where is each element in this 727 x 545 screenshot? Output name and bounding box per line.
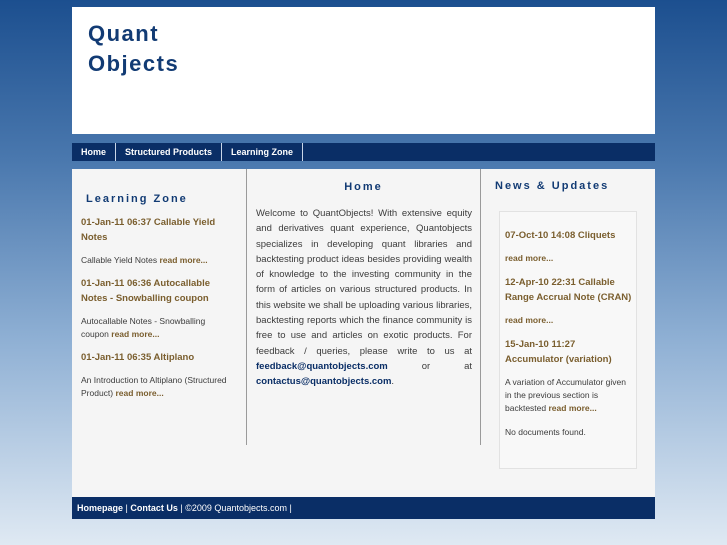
article-summary — [81, 254, 231, 267]
read-more-link[interactable]: read more... — [159, 255, 208, 265]
footer-contact-link[interactable]: Contact Us — [130, 503, 178, 513]
article-summary-text: Autocallable Notes - Snowballing coupon — [81, 316, 206, 339]
feedback-email-link[interactable]: feedback@quantobjects.com — [256, 360, 388, 372]
article-title-link[interactable]: 01-Jan-11 06:35 Altiplano — [81, 352, 195, 363]
article-title-link[interactable]: 01-Jan-11 06:36 Autocallable Notes - Snowballing coupon — [81, 278, 211, 304]
footer-homepage-link[interactable]: Homepage — [77, 503, 124, 513]
article-item — [81, 276, 231, 341]
home-title: Home — [344, 181, 383, 193]
nav-bar — [72, 143, 655, 161]
read-more-link[interactable]: read more... — [548, 403, 597, 413]
news-title: News & Updates — [495, 180, 610, 192]
news-box — [499, 211, 637, 469]
nav-item-learning-zone[interactable]: Learning Zone — [222, 143, 303, 161]
nav-item-structured-products[interactable]: Structured Products — [116, 143, 222, 161]
news-item — [505, 228, 633, 265]
footer — [72, 497, 655, 519]
article-item — [81, 350, 231, 400]
footer-separator: | — [180, 503, 183, 513]
contactus-email-link[interactable]: contactus@quantobjects.com — [256, 376, 392, 388]
news-summary-text: A variation of Accumulator given in the previous section is backtested — [505, 377, 626, 413]
footer-separator: | — [125, 503, 128, 513]
news-title-link[interactable]: 15-Jan-10 11:27 Accumulator (variation) — [505, 339, 612, 365]
news-list — [505, 228, 633, 439]
article-summary-text: Callable Yield Notes — [81, 255, 158, 265]
article-title-link[interactable]: 01-Jan-11 06:37 Callable Yield Notes — [81, 217, 216, 243]
welcome-end: . — [391, 376, 395, 388]
footer-separator: | — [289, 503, 292, 513]
news-item — [505, 337, 633, 415]
article-item — [81, 215, 231, 267]
nav-item-home[interactable]: Home — [72, 143, 116, 161]
footer-links — [72, 503, 292, 513]
header — [72, 7, 655, 134]
read-more-link[interactable]: read more... — [505, 253, 554, 263]
page — [72, 7, 655, 437]
news-summary — [505, 376, 633, 415]
welcome-connector: or at — [421, 360, 472, 372]
welcome-body: Welcome to QuantObjects! With extensive equity and derivatives quant experience, Quantobjects specializes in developing quant libraries and backtesting product ideas besides providing wealth of knowledge to the investing community in the form of articles on various structured products. In this website we shall be uploading various libraries, backtesting reports which the finance community is free to use and articles on exotic products. For feedback / queries, please write to us at — [256, 208, 472, 357]
main-content — [72, 169, 655, 501]
news-summary — [505, 252, 633, 265]
read-more-link[interactable]: read more... — [111, 329, 160, 339]
welcome-text — [256, 206, 472, 390]
article-summary — [81, 374, 231, 400]
footer-copyright: ©2009 Quantobjects.com — [185, 503, 287, 513]
news-item — [505, 275, 633, 327]
article-summary-text: An Introduction to Altiplano (Structured Product) — [81, 375, 227, 398]
site-logo[interactable] — [88, 19, 179, 79]
learning-zone-title: Learning Zone — [86, 193, 188, 205]
news-title-link[interactable]: 12-Apr-10 22:31 Callable Range Accrual Note (CRAN) — [505, 277, 632, 303]
read-more-link[interactable]: read more... — [115, 388, 164, 398]
logo-line-2: Objects — [88, 51, 180, 76]
news-summary — [505, 314, 633, 327]
learning-zone-column — [72, 169, 245, 445]
article-list — [81, 215, 231, 400]
home-column — [246, 169, 481, 445]
news-title-link[interactable]: 07-Oct-10 14:08 Cliquets — [505, 230, 616, 241]
read-more-link[interactable]: read more... — [505, 315, 554, 325]
article-summary — [81, 315, 231, 341]
logo-line-1: Quant — [88, 21, 160, 46]
no-documents-text: No documents found. — [505, 427, 586, 437]
